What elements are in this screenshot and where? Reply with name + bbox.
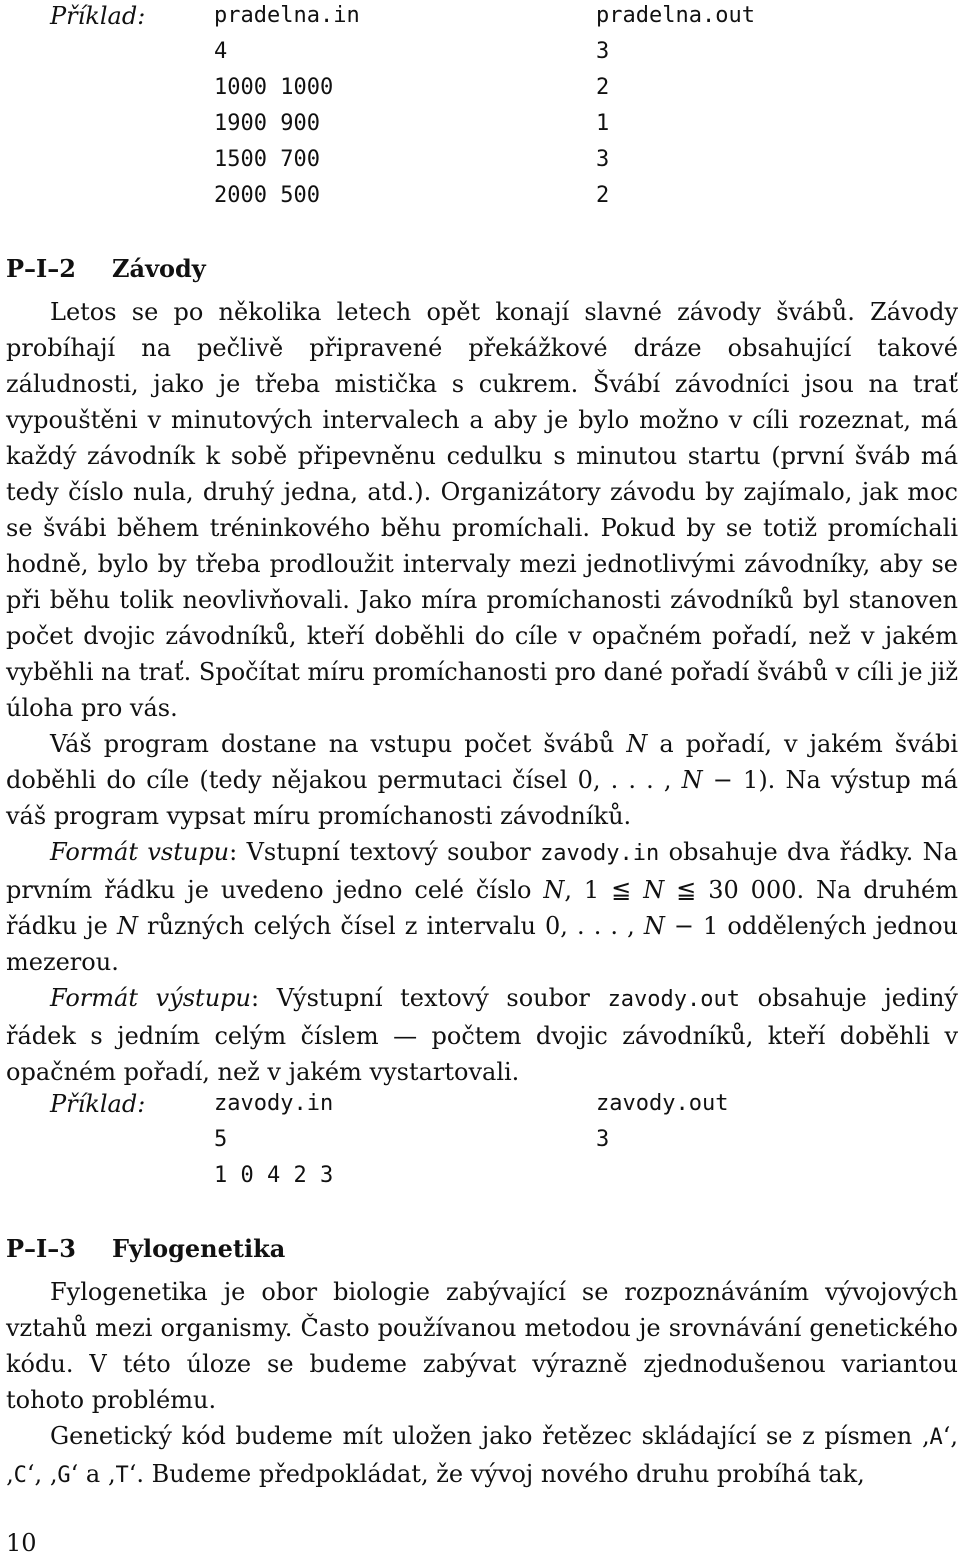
example-label: Příklad: (50, 1090, 146, 1118)
section-number: P–I–2 (6, 254, 76, 283)
example-output-filename: zavody.out (596, 1091, 729, 1116)
example-input-filename: pradelna.in (214, 3, 360, 28)
example-output-line: 1 (596, 111, 610, 136)
output-filename: zavody.out (607, 987, 741, 1012)
output-format-paragraph: Formát výstupu: Výstupní textový soubor zavody.out obsahuje jediný řádek s jedním celým číslem — počtem dvojic závodníků, kteří doběhli v opačném pořadí, než v jakém vystartovali. (6, 984, 958, 1086)
task-body-fylogenetika (6, 1274, 958, 1494)
example-input-line: 4 (214, 39, 228, 64)
example-output-filename: pradelna.out (596, 3, 755, 28)
example-output-line: 3 (596, 39, 610, 64)
example-input-filename: zavody.in (214, 1091, 334, 1116)
example-input-line: 5 (214, 1127, 228, 1152)
example-output-line: 3 (596, 1127, 610, 1152)
example-output-line: 2 (596, 183, 610, 208)
example-input-line: 1000 1000 (214, 75, 334, 100)
output-format-label: Formát výstupu (50, 984, 251, 1012)
page-number: 10 (6, 1529, 37, 1557)
section-title: Fylogenetika (112, 1234, 286, 1263)
example-input-line: 1 0 4 2 3 (214, 1163, 334, 1188)
section-number: P–I–3 (6, 1234, 76, 1263)
section-heading-zavody (6, 254, 206, 284)
paragraph: Genetický kód budeme mít uložen jako řetězec skládající se z písmen ‚A‘, ‚C‘, ‚G‘ a ‚T‘. Budeme předpokládat, že vývoj nového druhu probíhá tak, (6, 1422, 958, 1488)
example-label: Příklad: (50, 2, 146, 30)
example-input-line: 2000 500 (214, 183, 320, 208)
paragraph: Váš program dostane na vstupu počet švábů N a pořadí, v jakém švábi doběhli do cíle (tedy nějakou permutaci čísel 0, . . . , N − 1). Na výstup má váš program vypsat míru promíchanosti závodníků. (6, 730, 958, 830)
input-filename: zavody.in (540, 841, 660, 866)
paragraph: Letos se po několika letech opět konají slavné závody švábů. Závody probíhají na pečlivě připravené překážkové dráze obsahující takové záludnosti, jako je třeba mistička s cukrem. Švábí závodníci jsou na trať vypouštěni v minutových intervalech a aby je bylo možno v cíli rozeznat, má každý závodník k sobě připevněnu cedulku s minutou startu (první šváb má tedy číslo nula, druhý jedna, atd.). Organizátory závodu by zajímalo, jak moc se švábi během tréninkového běhu promíchali. Pokud by se totiž promíchali hodně, bylo by třeba prodloužit intervaly mezi jednotlivými závodníky, aby se při běhu tolik neovlivňovali. Jako míra promíchanosti závodníků byl stanoven počet dvojic závodníků, kteří doběhli do cíle v opačném pořadí, než v jakém vyběhli na trať. Spočítat míru promíchanosti pro dané pořadí švábů v cíli je již úloha pro vás. (6, 298, 958, 722)
example-input-line: 1500 700 (214, 147, 320, 172)
example-output-line: 3 (596, 147, 610, 172)
example-input-line: 1900 900 (214, 111, 320, 136)
input-format-label: Formát vstupu (50, 838, 230, 866)
input-format-paragraph: Formát vstupu: Vstupní textový soubor zavody.in obsahuje dva řádky. Na prvním řádku je uvedeno jedno celé číslo N, 1 ≦ N ≦ 30 000. Na druhém řádku je N různých celých čísel z intervalu 0, . . . , N − 1 oddělených jednou mezerou. (6, 838, 959, 976)
task-body-zavody (6, 294, 958, 1090)
section-heading-fylogenetika (6, 1234, 285, 1264)
paragraph: Fylogenetika je obor biologie zabývající se rozpoznáváním vývojových vztahů mezi organismy. Často používanou metodou je srovnávání genetického kódu. V této úloze se budeme zabývat výrazně zjednodušenou variantou tohoto problému. (6, 1278, 958, 1414)
example-output-line: 2 (596, 75, 610, 100)
section-title: Závody (112, 254, 206, 283)
